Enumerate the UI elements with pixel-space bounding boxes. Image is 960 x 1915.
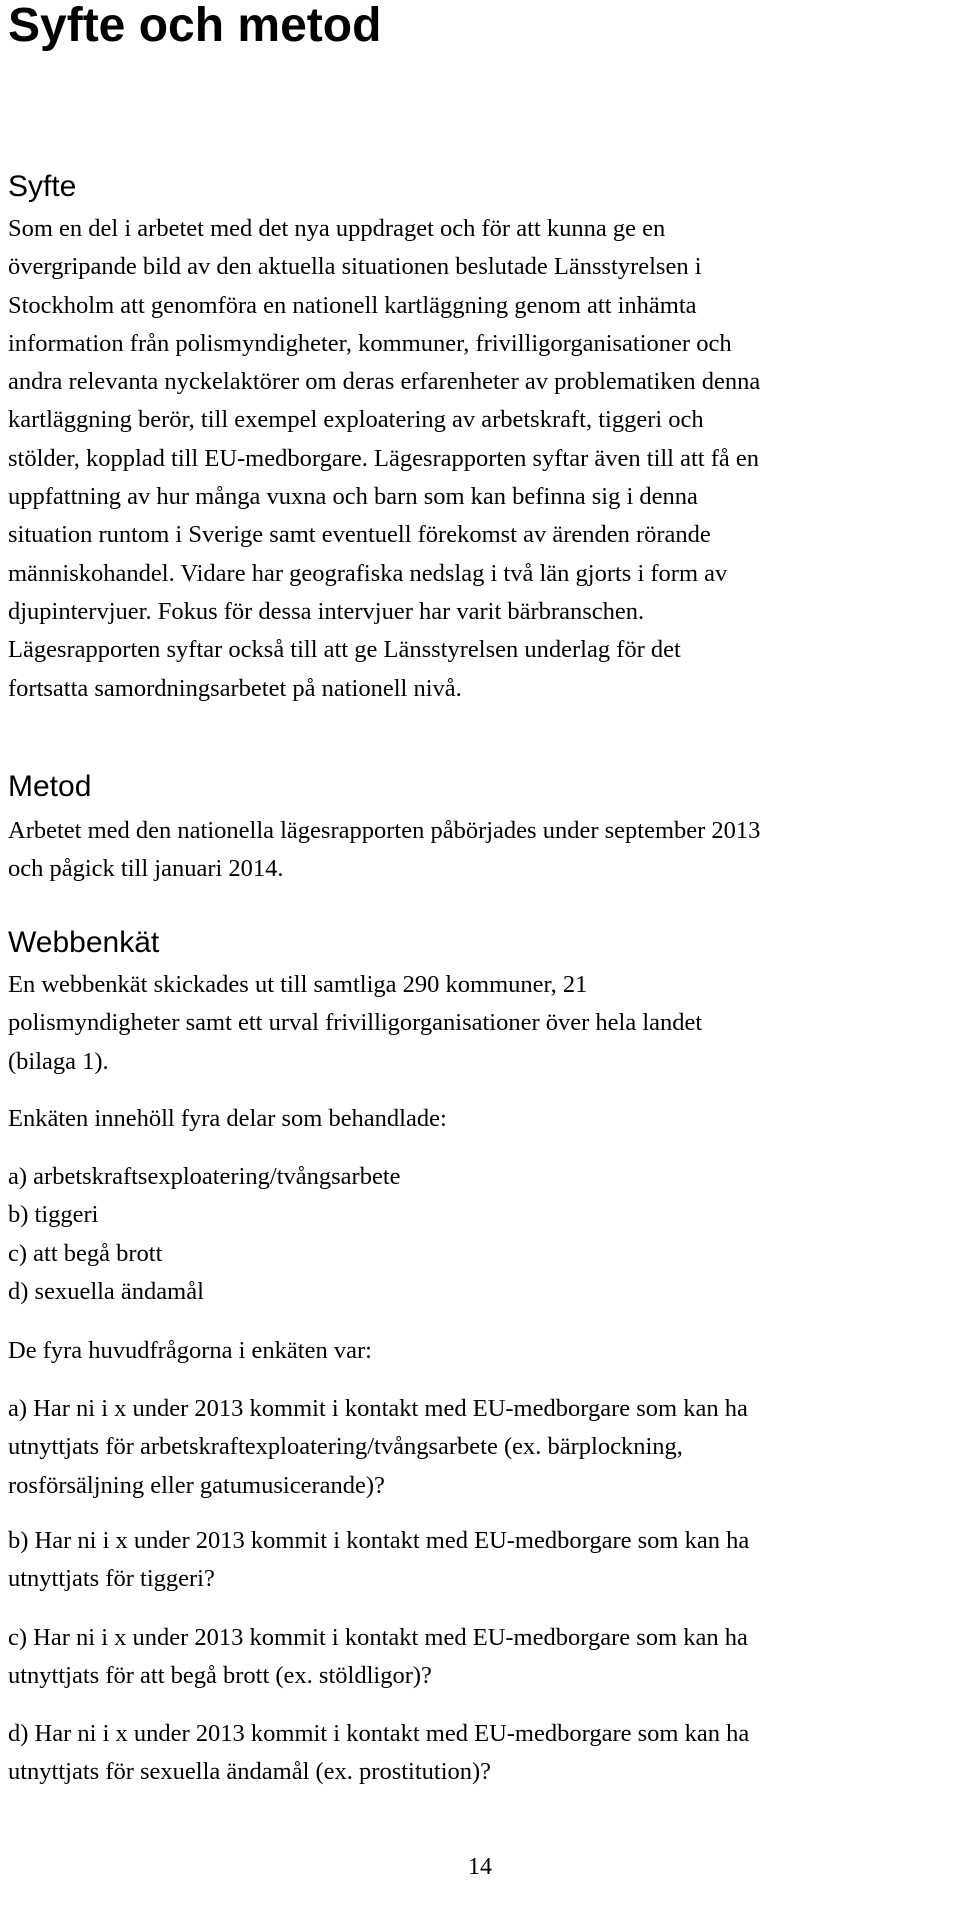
- text-line: utnyttjats för tiggeri?: [8, 1565, 215, 1593]
- text-line: stölder, kopplad till EU-medborgare. Lägesrapporten syftar även till att få en: [8, 444, 760, 472]
- text-line: d) Har ni i x under 2013 kommit i kontakt med EU-medborgare som kan ha: [8, 1720, 750, 1747]
- text-line: a) Har ni i x under 2013 kommit i kontakt med EU-medborgare som kan ha: [8, 1395, 748, 1422]
- question-c: [8, 1619, 956, 1696]
- text-line: andra relevanta nyckelaktörer om deras erfarenheter av problematiken denna: [8, 368, 761, 396]
- text-line: situation runtom i Sverige samt eventuell förekomst av ärenden rörande: [8, 521, 711, 549]
- text-line: människohandel. Vidare har geografiska nedslag i två län gjorts i form av: [8, 559, 728, 587]
- text-line: information från polismyndigheter, kommuner, frivilligorganisationer och: [8, 329, 732, 357]
- metod-paragraph: [8, 812, 956, 889]
- question-d: [8, 1715, 956, 1792]
- list-item: d) sexuella ändamål: [8, 1277, 204, 1305]
- text-line: rosförsäljning eller gatumusicerande)?: [8, 1471, 385, 1499]
- text-line: polismyndigheter samt ett urval frivilligorganisationer över hela landet: [8, 1009, 703, 1037]
- section-heading-webbenkat: Webbenkät: [8, 926, 160, 959]
- text-line: utnyttjats för arbetskraftexploatering/tvångsarbete (ex. bärplockning,: [8, 1433, 683, 1461]
- text-line: Som en del i arbetet med det nya uppdraget och för att kunna ge en: [8, 215, 666, 242]
- text-line: (bilaga 1).: [8, 1047, 109, 1075]
- text-line: De fyra huvudfrågorna i enkäten var:: [8, 1337, 372, 1364]
- list-item: b) tiggeri: [8, 1201, 99, 1229]
- text-line: och pågick till januari 2014.: [8, 855, 284, 883]
- text-line: djupintervjuer. Fokus för dessa intervjuer har varit bärbranschen.: [8, 597, 645, 625]
- text-line: Arbetet med den nationella lägesrapporten påbörjades under september 2013: [8, 817, 761, 844]
- text-line: c) Har ni i x under 2013 kommit i kontakt med EU-medborgare som kan ha: [8, 1624, 748, 1651]
- question-a: [8, 1390, 956, 1505]
- questions-intro: [8, 1332, 956, 1370]
- webbenkat-intro-paragraph: [8, 966, 956, 1081]
- section-heading-syfte: Syfte: [8, 170, 77, 203]
- parts-intro: [8, 1100, 956, 1138]
- question-b: [8, 1522, 956, 1599]
- text-line: övergripande bild av den aktuella situationen beslutade Länsstyrelsen i: [8, 253, 702, 281]
- text-line: fortsatta samordningsarbetet på nationell nivå.: [8, 674, 462, 702]
- text-line: Stockholm att genomföra en nationell kartläggning genom att inhämta: [8, 291, 697, 319]
- list-item: a) arbetskraftsexploatering/tvångsarbete: [8, 1163, 401, 1190]
- syfte-paragraph: [8, 210, 956, 708]
- parts-list: [8, 1158, 956, 1311]
- text-line: uppfattning av hur många vuxna och barn som kan befinna sig i denna: [8, 483, 698, 511]
- page-number: 14: [468, 1854, 492, 1880]
- text-line: utnyttjats för sexuella ändamål (ex. prostitution)?: [8, 1758, 492, 1786]
- text-line: En webbenkät skickades ut till samtliga 290 kommuner, 21: [8, 971, 588, 998]
- text-line: kartläggning berör, till exempel exploatering av arbetskraft, tiggeri och: [8, 406, 704, 434]
- text-line: Lägesrapporten syftar också till att ge Länsstyrelsen underlag för det: [8, 636, 681, 664]
- text-line: utnyttjats för att begå brott (ex. stöldligor)?: [8, 1662, 432, 1690]
- text-line: b) Har ni i x under 2013 kommit i kontakt med EU-medborgare som kan ha: [8, 1527, 750, 1554]
- list-item: c) att begå brott: [8, 1239, 163, 1267]
- text-line: Enkäten innehöll fyra delar som behandlade:: [8, 1105, 447, 1132]
- page-title: Syfte och metod: [8, 0, 382, 52]
- section-heading-metod: Metod: [8, 770, 92, 803]
